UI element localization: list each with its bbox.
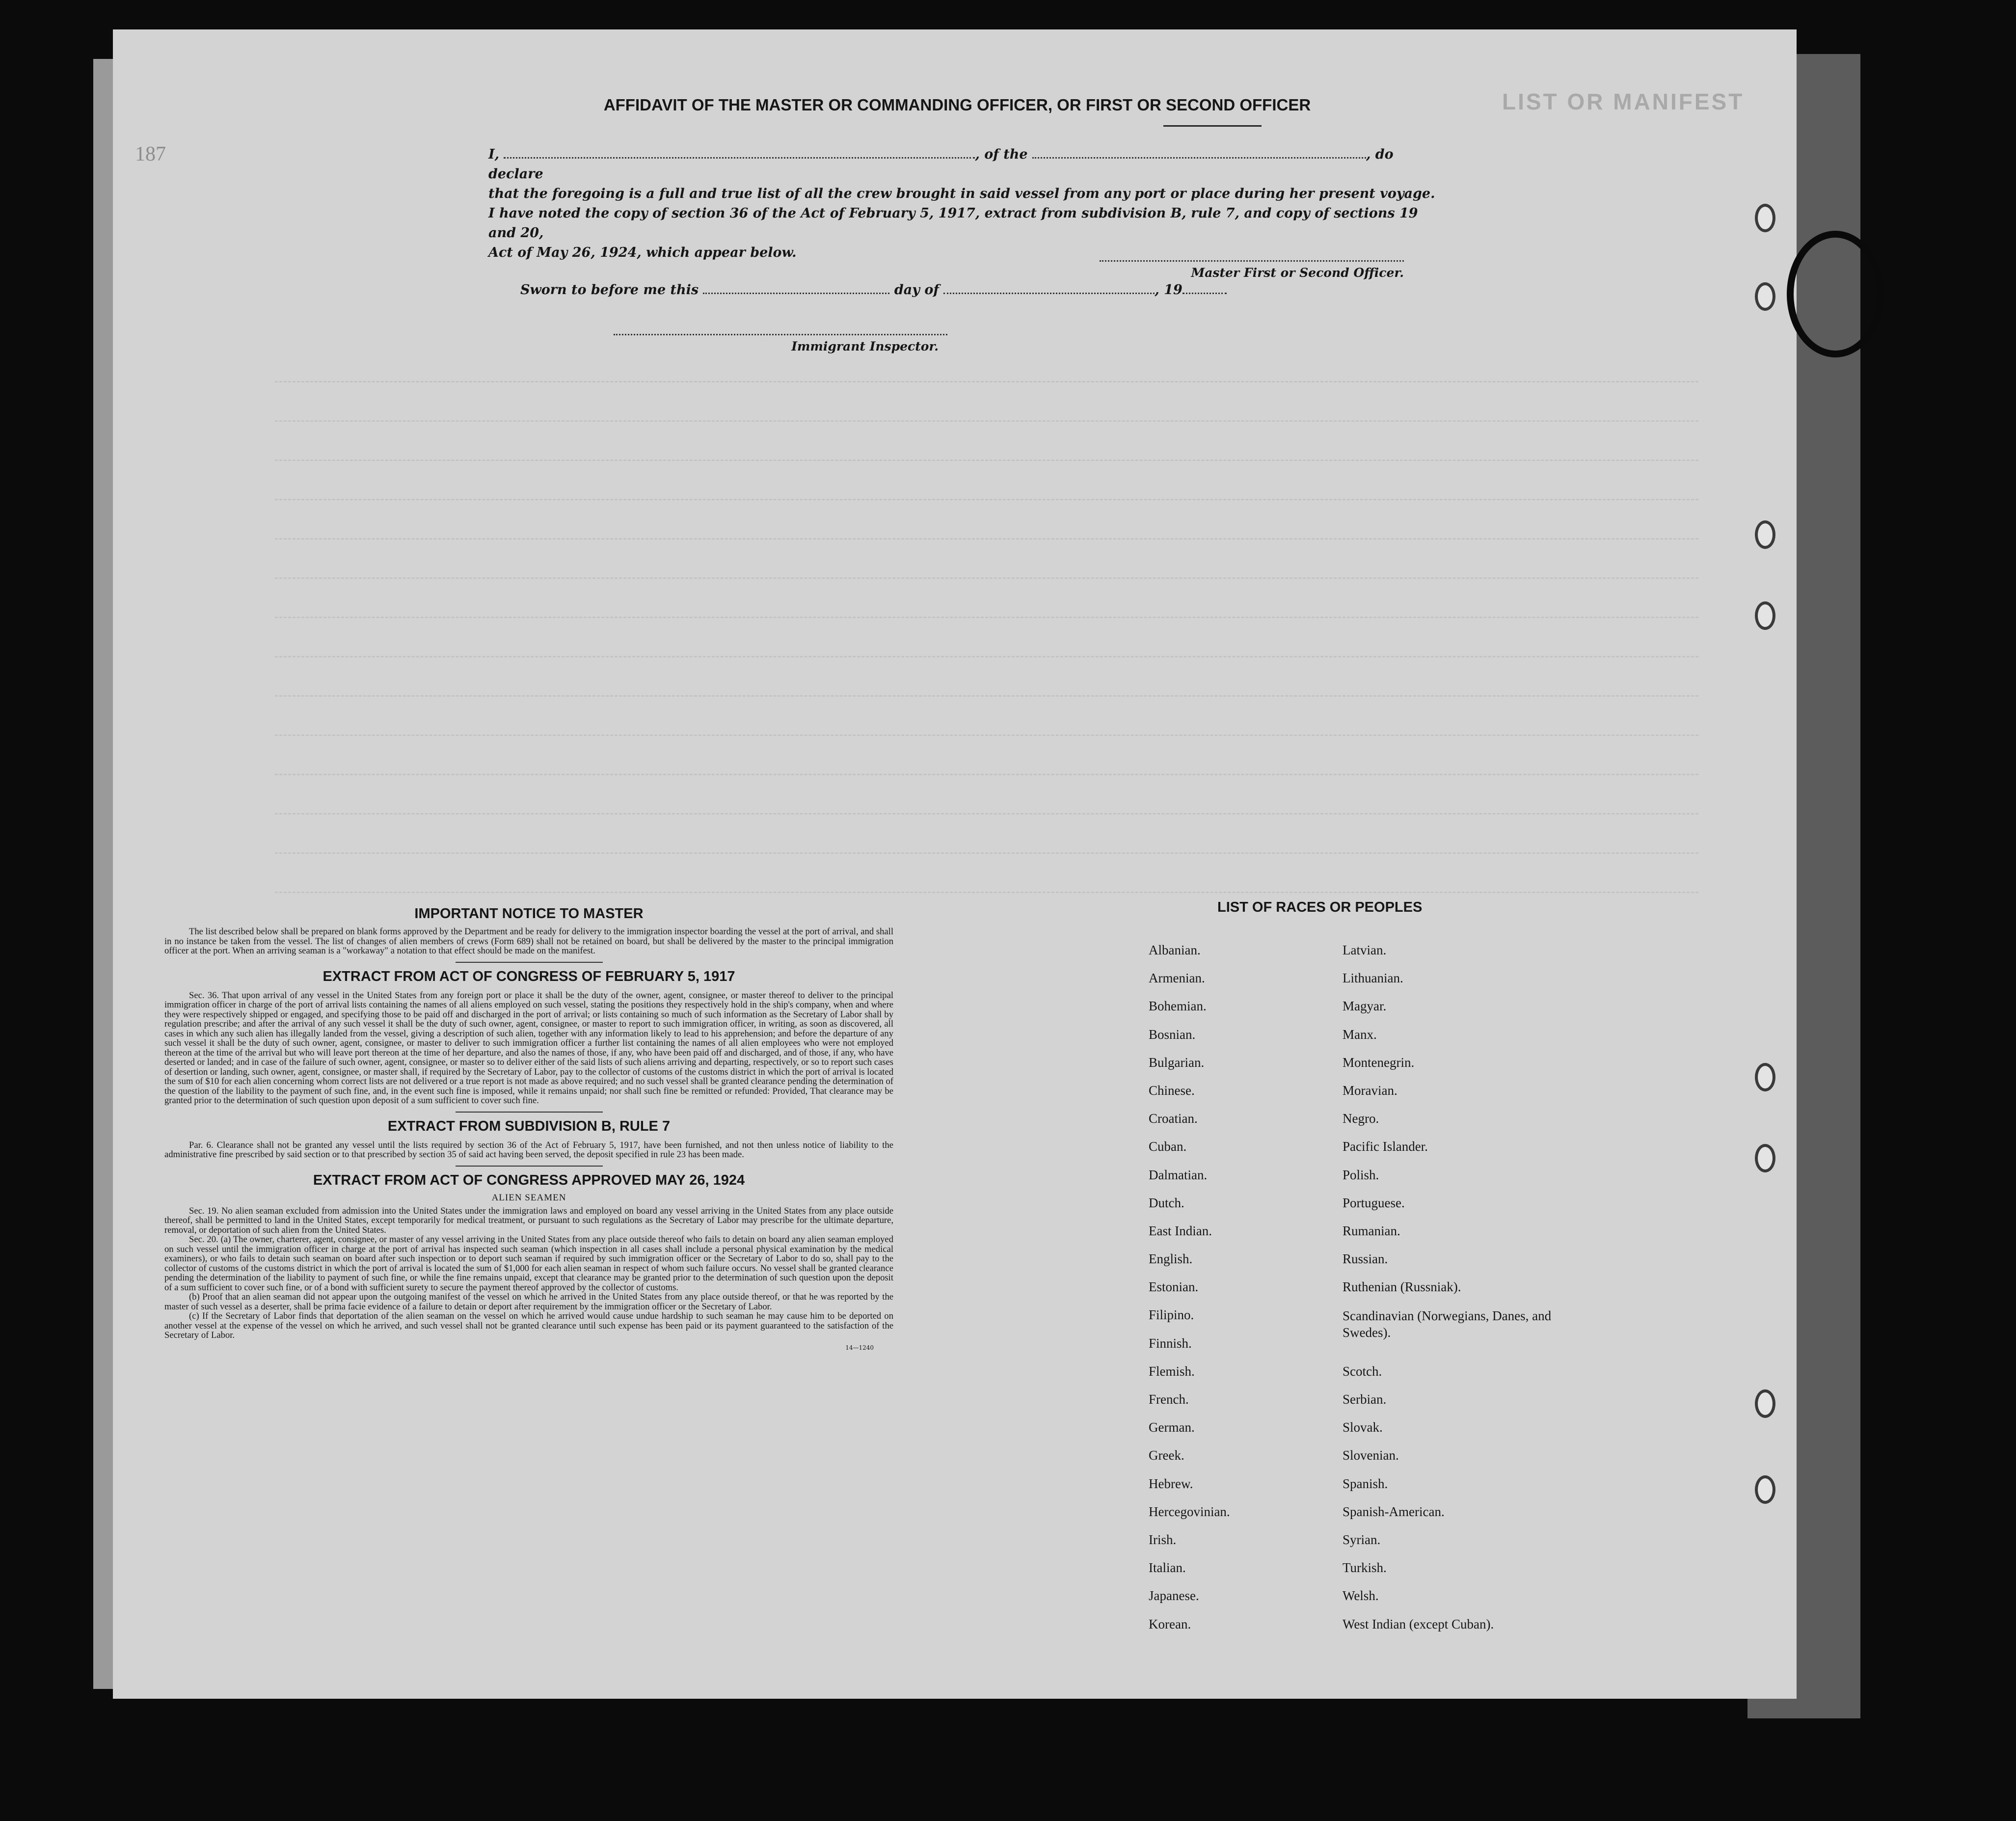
extract-1917-text: Sec. 36. That upon arrival of any vessel in the United States from any foreign port or place it shall be the duty of the owner, agent, consignee, or master thereof to deliver to the principal immigration officer in charge of the port of arrival lists containing the names of all aliens employed on such vessel, stating the positions they respectively hold in the ship's company, when and where they were respectively shipped or engaged, and specifying those to be paid off and discharged in the port of arrival; or lists containing so much of such information as the Secretary of Labor shall by regulation prescribe; and after the arrival of any such vessel it shall be the duty of such owner, agent, consignee, or master to report to such immigration officer, in writing, as soon as discovered, all cases in which any such alien has illegally landed from the vessel, giving a description of such alien, together with any information likely to lead to his apprehension; and before the departure of any such vessel it shall be the duty of such owner, agent, consignee, or master to deliver to such immigration officer a further list containing the names of all alien employees who were not employed thereon at the time of the arrival but who will leave port thereon at the time of her departure, and also the names of those, if any, who have been paid off and discharged, and of those, if any, who have deserted or landed; and in case of the failure of such owner, agent, consignee, or master so to deliver either of the said lists of such aliens arriving and departing, respectively, or so to report such cases of desertion or landing, such owner, agent, consignee, or master shall, if required by the Secretary of Labor, pay to the collector of customs of the customs district in which the port of arrival is located the sum of $10 for each alien concerning whom correct lists are not delivered or a true report is not made as above required; and no such vessel shall be granted clearance pending the determination of the question of the liability to the payment of such fine, and, in the event such fine is imposed, while it remains unpaid; nor shall such fine be remitted or refunded: Provided, That clearance may be granted prior to the determination of such question upon deposit of a sum sufficient to cover such fine. xyxy=(164,990,893,1106)
extract-1924-sec20c: (c) If the Secretary of Labor finds that deportation of the alien seaman on the vessel on which he arrived would cause undue hardship to such seaman he may cause him to be deported on another vessel at the expense of the vessel on which he arrived, and such vessel shall not be granted clearance until such expense has been paid or its payment guaranteed to the satisfaction of the Secretary of Labor. xyxy=(164,1311,893,1340)
handwritten-page-number: 187 xyxy=(135,143,166,165)
race-item: Chinese. xyxy=(1149,1083,1195,1098)
affidavit-line-2: that the foregoing is a full and true list of all the crew brought in said vessel from any port or place during her present voyage. xyxy=(488,186,1435,201)
race-item: Latvian. xyxy=(1343,943,1387,957)
binder-hole xyxy=(1755,601,1775,630)
races-column-1 xyxy=(1149,943,1230,1645)
affidavit-i-label: I, xyxy=(488,147,500,162)
section-divider xyxy=(456,1166,603,1167)
race-item: Hercegovinian. xyxy=(1149,1504,1230,1519)
race-item: Spanish. xyxy=(1343,1476,1388,1491)
race-item: Rumanian. xyxy=(1343,1223,1400,1238)
affidavit-line-1 xyxy=(488,145,1436,184)
race-item: Estonian. xyxy=(1149,1279,1199,1295)
bleed-row xyxy=(275,378,1698,382)
race-item: Slovenian. xyxy=(1343,1448,1399,1463)
race-item: Slovak. xyxy=(1343,1420,1383,1435)
extract-1924-title: EXTRACT FROM ACT OF CONGRESS APPROVED MAY 26, 1924 xyxy=(313,1172,745,1188)
bleed-row xyxy=(275,614,1698,618)
race-item: West Indian (except Cuban). xyxy=(1343,1616,1494,1631)
race-item: Albanian. xyxy=(1149,943,1201,957)
binder-hole xyxy=(1755,204,1775,232)
affidavit-declare-label: , do declare xyxy=(488,147,1394,182)
extract-1924-sec20b: (b) Proof that an alien seaman did not appear upon the outgoing manifest of the vessel on which he arrived in the United States from any place outside thereof, or that he was reported by the master of such vessel as a deserter, shall be prima facie evidence of a failure to detain or deport after requirement by the immigration officer or the Secretary of Labor. xyxy=(164,1292,893,1312)
binder-hole xyxy=(1755,282,1775,311)
binder-hole xyxy=(1755,1144,1775,1172)
sworn-day-field[interactable] xyxy=(703,293,889,294)
binder-hole xyxy=(1755,1063,1775,1091)
race-item: Lithuanian. xyxy=(1343,971,1403,986)
binder-hole xyxy=(1755,1389,1775,1418)
race-item: Croatian. xyxy=(1149,1111,1198,1126)
section-divider xyxy=(456,962,603,963)
master-name-field[interactable] xyxy=(504,157,975,159)
bleed-row xyxy=(275,732,1698,736)
race-item: Magyar. xyxy=(1343,999,1387,1014)
race-item: French. xyxy=(1149,1392,1189,1407)
bleed-row xyxy=(275,692,1698,697)
race-item: East Indian. xyxy=(1149,1223,1212,1238)
sworn-month-field[interactable] xyxy=(943,293,1155,294)
race-item: Dalmatian. xyxy=(1149,1167,1208,1182)
race-item: Cuban. xyxy=(1149,1139,1187,1154)
sworn-line xyxy=(520,282,1227,298)
race-item: Bosnian. xyxy=(1149,1027,1196,1042)
section-divider xyxy=(456,1112,603,1113)
race-item: Spanish-American. xyxy=(1343,1504,1445,1519)
form-number: 14—1240 xyxy=(845,1344,874,1351)
race-item: Armenian. xyxy=(1149,971,1205,986)
inspector-signature-line[interactable]: Immigrant Inspector. xyxy=(614,334,947,353)
bleed-row xyxy=(275,810,1698,815)
race-item: German. xyxy=(1149,1420,1195,1435)
bleed-row xyxy=(275,496,1698,500)
race-item: Japanese. xyxy=(1149,1588,1199,1604)
extract-rule7-title: EXTRACT FROM SUBDIVISION B, RULE 7 xyxy=(387,1118,671,1134)
bleed-row xyxy=(275,849,1698,854)
sworn-day-of: day of xyxy=(894,282,939,298)
extract-1924-subtitle: ALIEN SEAMEN xyxy=(491,1192,566,1203)
notices-and-extracts xyxy=(164,906,893,1351)
sworn-prefix: Sworn to before me this xyxy=(520,282,699,298)
race-item: Welsh. xyxy=(1343,1588,1379,1604)
race-item: Portuguese. xyxy=(1343,1195,1405,1210)
bleed-row xyxy=(275,574,1698,579)
notice-text: The list described below shall be prepared on blank forms approved by the Department and be ready for delivery to the immigration inspector boarding the vessel at the port of arrival, and shall in no instance be taken from the vessel. The list of changes of alien members of crews (Form 689) shall not be retained on board, but shall be delivered by the master to the principal immigration officer at the port. When an arriving seaman is a "workaway" a notation to that effect should be made on the manifest. xyxy=(164,926,893,956)
bleed-row xyxy=(275,535,1698,540)
vessel-name-field[interactable] xyxy=(1032,157,1366,159)
binder-hole xyxy=(1755,1475,1775,1504)
bleed-row xyxy=(275,417,1698,422)
extract-1924-sec20a: Sec. 20. (a) The owner, charterer, agent, consignee, or master of any vessel arriving in the United States from any place outside thereof who fails to detain on board any alien seaman employed on such vessel until the immigration officer in charge at the port of arrival has inspected such seaman (which inspection in all cases shall include a personal physical examination by the medical examiners), or who fails to detain such seaman on board after such inspection or to deport such seaman if required by such immigration officer or the Secretary of Labor to do so, shall pay to the collector of customs of the customs district in which the port of arrival is located the sum of $1,000 for each alien seaman in respect of whom such failure occurs. No vessel shall be granted clearance pending the determination of the liability to payment of such fine, or while the fine remains unpaid, except that clearance may be granted prior to the determination of such question upon the deposit of a sum sufficient to cover such fine, or of a bond with sufficient surety to secure the payment thereof approved by the collector of customs. xyxy=(164,1234,893,1293)
races-column-2 xyxy=(1343,943,1554,1645)
races-title: LIST OF RACES OR PEOPLES xyxy=(1217,899,1423,915)
race-item: Scandinavian (Norwegians, Danes, and Swedes). xyxy=(1343,1308,1552,1340)
race-item: Moravian. xyxy=(1343,1083,1398,1098)
race-item: Bulgarian. xyxy=(1149,1055,1205,1070)
notice-title: IMPORTANT NOTICE TO MASTER xyxy=(414,906,644,922)
bleed-row xyxy=(275,771,1698,775)
race-item: Flemish. xyxy=(1149,1363,1195,1379)
race-item: Dutch. xyxy=(1149,1195,1184,1210)
race-item: English. xyxy=(1149,1251,1193,1267)
race-item: Bohemian. xyxy=(1149,999,1207,1014)
affidavit-of-the-label: , of the xyxy=(975,147,1028,162)
race-item: Montenegrin. xyxy=(1343,1055,1415,1070)
bleed-through-header: LIST OR MANIFEST xyxy=(1502,89,1745,114)
handwritten-circle-mark xyxy=(1787,231,1884,357)
race-item: Finnish. xyxy=(1149,1335,1192,1351)
extract-1917-title: EXTRACT FROM ACT OF CONGRESS OF FEBRUARY 5, 1917 xyxy=(323,968,735,984)
race-item: Italian. xyxy=(1149,1560,1186,1576)
race-item: Irish. xyxy=(1149,1532,1177,1547)
bleed-row xyxy=(275,889,1698,893)
race-item: Greek. xyxy=(1149,1448,1184,1463)
race-item: Serbian. xyxy=(1343,1392,1387,1407)
race-item: Korean. xyxy=(1149,1616,1191,1631)
race-item: Ruthenian (Russniak). xyxy=(1343,1279,1461,1295)
extract-1924-sec19: Sec. 19. No alien seaman excluded from admission into the United States under the immigration laws and employed on board any vessel arriving in the United States from any place outside thereof, shall be permitted to land in the United States, except temporarily for medical treatment, or pursuant to such regulations as the Secretary of Labor may prescribe for the ultimate departure, removal, or deportation of such alien from the United States. xyxy=(164,1205,893,1235)
race-item: Filipino. xyxy=(1149,1307,1194,1323)
race-item: Negro. xyxy=(1343,1111,1379,1126)
race-item: Pacific Islander. xyxy=(1343,1139,1428,1154)
affidavit-line-4: Act of May 26, 1924, which appear below. xyxy=(488,245,797,260)
race-item: Russian. xyxy=(1343,1251,1388,1267)
affidavit-line-3: I have noted the copy of section 36 of the Act of February 5, 1917, extract from subdivision B, rule 7, and copy of sections 19 and 20, xyxy=(488,206,1418,241)
sworn-year-prefix: , 19 xyxy=(1155,282,1183,298)
affidavit-title-rule xyxy=(1163,125,1262,127)
binder-hole xyxy=(1755,520,1775,549)
race-item: Turkish. xyxy=(1343,1560,1387,1576)
race-item: Manx. xyxy=(1343,1027,1377,1042)
affidavit-title: AFFIDAVIT OF THE MASTER OR COMMANDING OFFICER, OR FIRST OR SECOND OFFICER xyxy=(603,96,1311,114)
extract-rule7-text: Par. 6. Clearance shall not be granted any vessel until the lists required by section 36 of the Act of February 5, 1917, have been furnished, and not then unless notice of liability to the administrative fine prescribed by said section or to that prescribed by section 35 of said act having been served, the deposit specified in rule 23 has been made. xyxy=(164,1140,893,1160)
sworn-year-field[interactable] xyxy=(1183,293,1227,294)
master-signature-line[interactable]: Master First or Second Officer. xyxy=(1100,260,1404,280)
bleed-row xyxy=(275,457,1698,461)
race-item: Polish. xyxy=(1343,1167,1379,1182)
race-item: Scotch. xyxy=(1343,1363,1382,1379)
affidavit-statement xyxy=(488,145,1436,263)
bleed-row xyxy=(275,653,1698,657)
race-item: Hebrew. xyxy=(1149,1476,1193,1491)
race-item: Syrian. xyxy=(1343,1532,1381,1547)
